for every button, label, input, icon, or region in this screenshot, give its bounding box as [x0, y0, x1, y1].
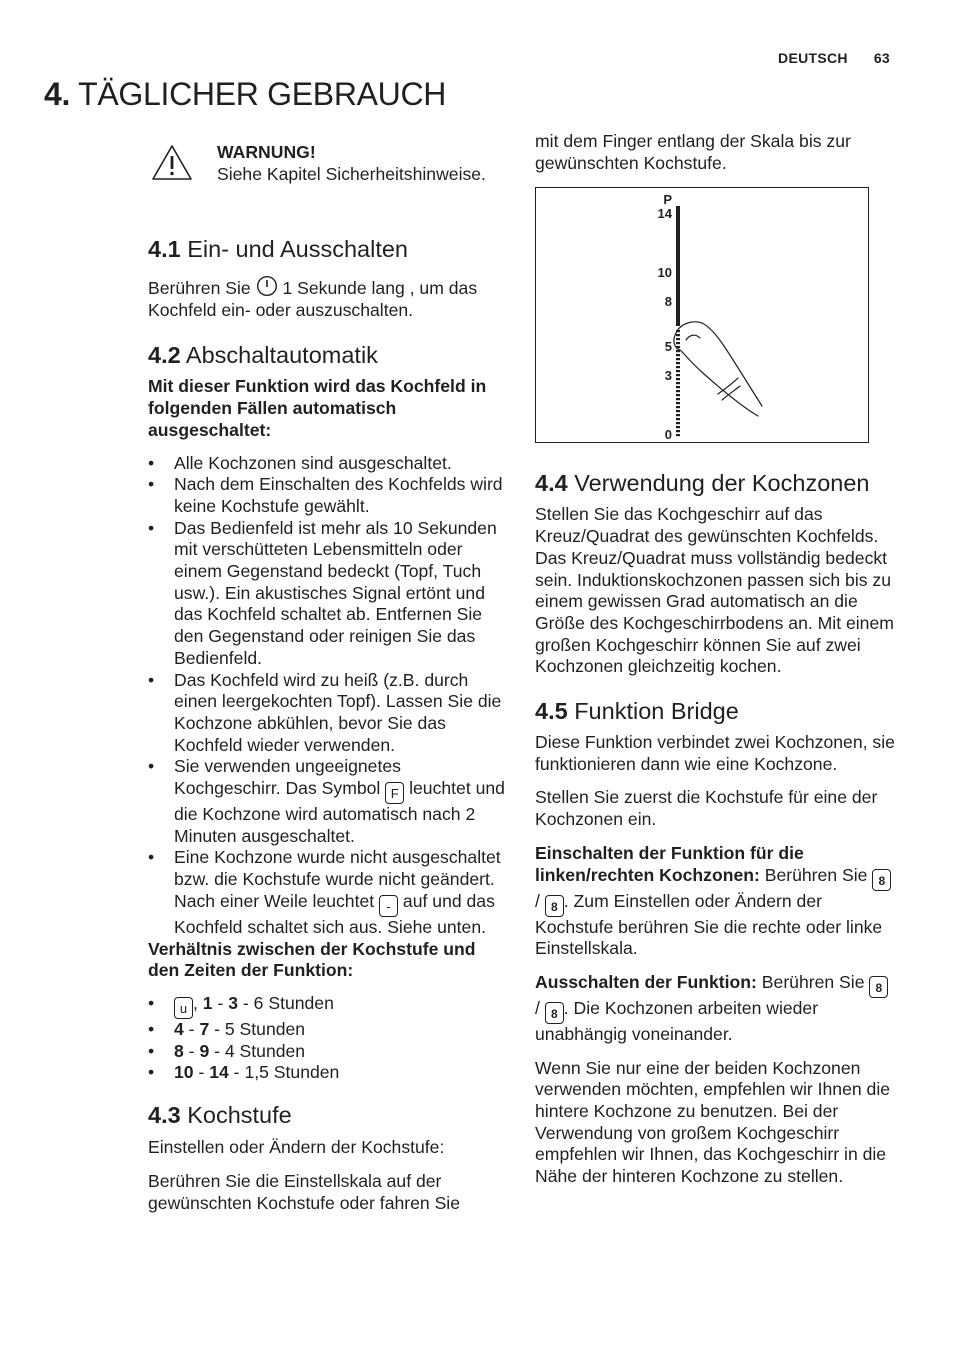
list-item: • Sie verwenden ungeeignetes Kochgeschirr. Das Symbol F leuchtet und die Kochzone wird automatisch nach 2 Minuten ausgeschaltet. [148, 756, 506, 847]
bridge-right-icon: 8 [545, 895, 564, 917]
auto-off-list [148, 453, 506, 939]
dash-symbol-icon: - [379, 895, 398, 917]
bridge-left-icon: 8 [869, 976, 888, 998]
bridge-left-icon: 8 [872, 869, 891, 891]
list-item: • Das Bedienfeld ist mehr als 10 Sekunden mit verschütteten Lebensmitteln oder einem Gegenstand bedeckt (Topf, Tuch usw.). Ein akustisches Signal ertönt und das Kochfeld schaltet ab. Entfernen Sie den Gegenstand oder reinigen Sie das Bedienfeld. [148, 518, 506, 670]
list-item: • 10 - 14 - 1,5 Stunden [148, 1062, 506, 1084]
f-symbol-icon: F [385, 782, 404, 804]
bridge-right-icon: 8 [545, 1002, 564, 1024]
page-number: 63 [873, 50, 890, 66]
right-column [535, 131, 895, 1188]
keep-warm-icon: u [174, 997, 193, 1019]
section-4-3-p2: Berühren Sie die Einstellskala auf der gewünschten Kochstufe oder fahren Sie [148, 1170, 461, 1213]
list-item: • Alle Kochzonen sind ausgeschaltet. [148, 453, 506, 475]
section-4-4-heading: 4.4 Verwendung der Kochzonen [535, 470, 870, 497]
scale-label: 10 [657, 265, 672, 281]
slider-scale-figure [535, 187, 869, 443]
section-4-5-p1: Diese Funktion verbindet zwei Kochzonen, sie funktionieren dann wie eine Kochzone. [535, 732, 895, 774]
list-item: • Nach dem Einschalten des Kochfelds wird keine Kochstufe gewählt. [148, 474, 506, 517]
scale-label: 3 [664, 368, 672, 384]
power-icon [256, 275, 278, 297]
section-4-5-last: Wenn Sie nur eine der beiden Kochzonen verwenden möchten, empfehlen wir Ihnen die hintere Kochzone zu benutzen. Bei der Verwendung von großem Kochgeschirr empfehlen wir Ihnen, das Kochgeschirr in die Nähe der hinteren Kochzone zu stellen. [535, 1057, 891, 1187]
finger-icon [674, 322, 762, 416]
section-4-1-text: Berühren Sie 1 Sekunde lang , um das Kochfeld ein- oder auszuschalten. [148, 275, 506, 321]
scale-bar-solid [676, 206, 680, 326]
section-4-3-p2-continued: mit dem Finger entlang der Skala bis zur gewünschten Kochstufe. [535, 131, 851, 173]
chapter-title [44, 76, 446, 113]
bridge-off-paragraph: Ausschalten der Funktion: Berühren Sie 8 / 8 . Die Kochzonen arbeiten wieder unabhängig voneinander. [535, 972, 895, 1046]
times-list [148, 993, 506, 1084]
relation-title: Verhältnis zwischen der Kochstufe und den Zeiten der Funktion: [148, 938, 476, 981]
section-4-5-p2: Stellen Sie zuerst die Kochstufe für eine der Kochzonen ein. [535, 787, 878, 830]
bridge-on-paragraph: Einschalten der Funktion für die linken/rechten Kochzonen: Berühren Sie 8 / 8 . Zum Einstellen oder Ändern der Kochstufe berühren Sie die rechte oder linke Einstellskala. [535, 843, 895, 960]
slider-scale-illustration [536, 188, 868, 442]
chapter-number: 4. [44, 76, 71, 112]
scale-label: P [663, 192, 672, 208]
warning-text: Siehe Kapitel Sicherheitshinweise. [217, 163, 486, 184]
section-4-2-intro: Mit dieser Funktion wird das Kochfeld in folgenden Fällen automatisch ausgeschaltet: [148, 376, 487, 440]
section-4-1-heading: 4.1 Ein- und Ausschalten [148, 236, 408, 262]
chapter-title-text: TÄGLICHER GEBRAUCH [78, 76, 447, 112]
list-item: • Das Kochfeld wird zu heiß (z.B. durch einen leergekochten Topf). Lassen Sie die Kochzone abkühlen, bevor Sie das Kochfeld wieder verwenden. [148, 670, 506, 757]
scale-label: 0 [664, 427, 672, 443]
page-header [778, 50, 890, 66]
warning-title: WARNUNG! [217, 142, 316, 162]
section-4-4-text: Stellen Sie das Kochgeschirr auf das Kreuz/Quadrat des gewünschten Kochfelds. Das Kreuz/Quadrat muss vollständig bedeckt sein. Induktionskochzonen passen sich bis zu einem gewissen Grad automatisch an die Größe des Kochgeschirrbodens an. Mit einem großen Kochgeschirr können Sie auf zwei Kochzonen gleichzeitig kochen. [535, 504, 894, 677]
list-item: • 4 - 7 - 5 Stunden [148, 1019, 506, 1041]
scale-label: 8 [664, 294, 672, 310]
section-4-3-heading: 4.3 Kochstufe [148, 1102, 292, 1129]
warning-box [0, 142, 506, 208]
section-4-2-heading: 4.2 Abschaltautomatik [148, 342, 378, 369]
scale-label: 14 [657, 206, 672, 222]
scale-label: 5 [664, 339, 672, 355]
scale-bar-dotted [676, 330, 680, 436]
list-item: • 8 - 9 - 4 Stunden [148, 1041, 506, 1063]
left-column [148, 142, 506, 1214]
section-4-3-p1: Einstellen oder Ändern der Kochstufe: [148, 1137, 445, 1158]
section-4-5-heading: 4.5 Funktion Bridge [535, 698, 739, 725]
list-item: • u , 1 - 3 - 6 Stunden [148, 993, 506, 1019]
warning-triangle-icon [151, 144, 193, 182]
header-language: DEUTSCH [778, 50, 848, 66]
list-item: • Eine Kochzone wurde nicht ausgeschaltet bzw. die Kochstufe wurde nicht geändert. Nach einer Weile leuchtet - auf und das Kochfeld schaltet sich aus. Siehe unten. [148, 847, 506, 938]
